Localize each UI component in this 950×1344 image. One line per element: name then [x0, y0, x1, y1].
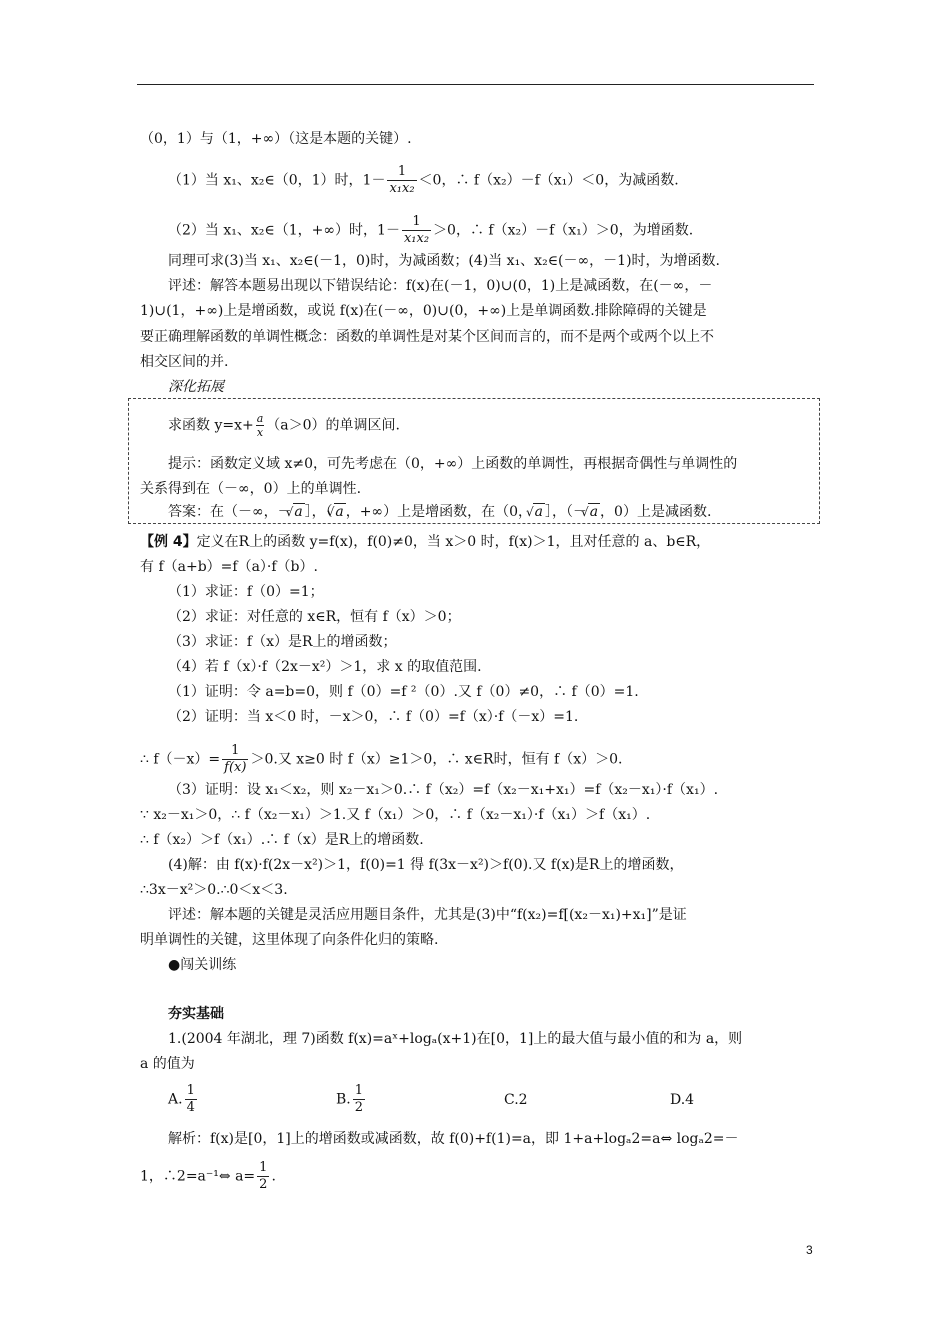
text-line: 要正确理解函数的单调性概念：函数的单调性是对某个区间而言的，而不是两个或两个以上不: [140, 329, 714, 345]
fraction: [353, 1083, 365, 1116]
text-line: 1)∪(1，+∞)上是增函数，或说 f(x)在(－∞，0)∪(0，+∞)上是单调函数.排除障碍的关键是: [140, 303, 707, 319]
solution-1: （1）证明：令 a=b=0，则 f（0）=f ²（0）.又 f（0）≠0，∴ f（0）=1.: [168, 684, 639, 700]
fraction: [256, 412, 265, 439]
box-question-suffix: （a＞0）的单调区间.: [266, 417, 400, 434]
option-d: D.4: [670, 1092, 695, 1108]
sqrt-a: √ a: [293, 503, 305, 520]
example-tag: 【例 4】: [140, 534, 197, 550]
sqrt-a: √ a: [533, 503, 545, 520]
box-question-prefix: 求函数 y=x+: [168, 417, 254, 434]
page-number: 3: [806, 1243, 813, 1257]
option-label: A.: [168, 1091, 183, 1108]
fraction-denominator: x₁x₂: [403, 231, 430, 246]
question-3: （3）求证：f（x）是R上的增函数；: [168, 634, 397, 650]
fraction: [257, 1160, 269, 1193]
solution-4: (4)解：由 f(x)·f(2x－x²)＞1，f(0)=1 得 f(3x－x²)＞f(0).又 f(x)是R上的增函数，: [168, 857, 684, 873]
fraction-denominator: f(x): [224, 760, 247, 775]
case-1-suffix: ＜0，∴ f（x₂）－f（x₁）＜0，为减函数.: [418, 172, 679, 189]
option-c: C.2: [504, 1092, 528, 1108]
case-1-line: [168, 164, 679, 197]
text-line: 评述：解答本题易出现以下错误结论：f(x)在(－1，0)∪(0，1)上是减函数，在(－∞，－: [168, 278, 713, 294]
example-text: 定义在R上的函数 y=f(x)，f(0)≠0，当 x＞0 时，f(x)＞1，且对任意的 a、b∈R，: [196, 534, 711, 550]
fraction: [222, 743, 248, 776]
analysis: 解析：f(x)是[0，1]上的增函数或减函数，故 f(0)+f(1)=a，即 1+a+logₐ2=a⇔ logₐ2=－: [168, 1131, 739, 1147]
option-b: [336, 1083, 367, 1116]
fraction-numerator: 1: [259, 1160, 268, 1175]
answer-part: ，+∞）上是增函数，在（0，: [345, 504, 533, 520]
fraction: [185, 1083, 197, 1116]
text-line: ∴3x－x²＞0.∴0＜x＜3.: [140, 882, 288, 898]
sqrt-a: √ a: [588, 503, 600, 520]
question-2: （2）求证：对任意的 x∈R，恒有 f（x）＞0；: [168, 609, 461, 625]
case-1-prefix: （1）当 x₁、x₂∈（0，1）时，1－: [168, 172, 386, 189]
fraction-denominator: x₁x₂: [389, 181, 415, 196]
text-line: （0，1）与（1，+∞）（这是本题的关键）.: [140, 131, 412, 147]
section-heading: 深化拓展: [168, 379, 224, 395]
fraction-numerator: 1: [222, 743, 248, 760]
box-question: [168, 412, 400, 439]
fraction: [387, 164, 416, 197]
example-4-line: [140, 533, 710, 551]
case-2-suffix: ＞0，∴ f（x₂）－f（x₁）＞0，为增函数.: [433, 222, 694, 239]
solution-prefix: ∴ f（－x）=: [140, 751, 221, 768]
fraction-denominator: x: [256, 426, 264, 439]
answer-part: ，0）上是减函数.: [600, 504, 712, 520]
section-heading: 夯实基础: [168, 1006, 224, 1022]
remark: 评述：解本题的关键是灵活应用题目条件，尤其是(3)中“f(x₂)=f[(x₂－x₁)+x₁]”是证: [168, 907, 687, 923]
fraction-denominator: 2: [259, 1177, 268, 1192]
analysis-suffix: .: [271, 1168, 276, 1185]
text-line: 有 f（a+b）=f（a）·f（b）.: [140, 559, 318, 575]
analysis-cont: [140, 1160, 276, 1193]
fraction-denominator: 4: [186, 1100, 195, 1115]
fraction-numerator: 1: [186, 1083, 195, 1098]
text-line: 同理可求(3)当 x₁、x₂∈(－1，0)时，为减函数；(4)当 x₁、x₂∈(－∞，－1)时，为增函数.: [168, 253, 721, 269]
sqrt-a: √ a: [334, 503, 346, 520]
answer-part: ］，（: [304, 504, 333, 520]
question-1: （1）求证：f（0）=1；: [168, 584, 324, 600]
fraction-numerator: a: [256, 412, 264, 425]
analysis-prefix: 1，∴2=a⁻¹⇔ a=: [140, 1168, 256, 1185]
fraction-numerator: 1: [402, 214, 431, 231]
text-line: 相交区间的并.: [140, 354, 229, 370]
case-2-line: [168, 214, 693, 247]
section-heading: ●闯关训练: [168, 957, 237, 973]
box-hint: 提示：函数定义域 x≠0，可先考虑在（0，+∞）上函数的单调性，再根据奇偶性与单调性的: [168, 456, 738, 472]
text-line: ∵ x₂－x₁＞0，∴ f（x₂－x₁）＞1.又 f（x₁）＞0，∴ f（x₂－x₁）·f（x₁）＞f（x₁）.: [140, 807, 651, 823]
solution-2: （2）证明：当 x＜0 时，－x＞0，∴ f（0）=f（x）·f（－x）=1.: [168, 709, 579, 725]
answer-part: ］，（－: [545, 504, 588, 520]
box-hint-cont: 关系得到在（－∞，0）上的单调性.: [140, 481, 362, 497]
solution-3: （3）证明：设 x₁＜x₂，则 x₂－x₁＞0.∴ f（x₂）=f（x₂－x₁+x₁）=f（x₂－x₁）·f（x₁）.: [168, 782, 719, 798]
text-line: a 的值为: [140, 1056, 195, 1072]
fraction-denominator: 2: [354, 1100, 364, 1115]
text-line: ∴ f（x₂）＞f（x₁）.∴ f（x）是R上的增函数.: [140, 832, 424, 848]
option-label: B.: [336, 1091, 351, 1108]
fraction-numerator: 1: [354, 1083, 364, 1098]
solution-suffix: ＞0.又 x≥0 时 f（x）≥1＞0，∴ x∈R时，恒有 f（x）＞0.: [250, 751, 623, 768]
fraction-numerator: 1: [387, 164, 416, 181]
answer-part: 答案：在（－∞，－: [168, 504, 292, 520]
text-line: 明单调性的关键，这里体现了向条件化归的策略.: [140, 932, 439, 948]
header-rule: [137, 84, 814, 85]
problem-1: 1.(2004 年湖北，理 7)函数 f(x)=aˣ+logₐ(x+1)在[0，1]上的最大值与最小值的和为 a，则: [168, 1031, 743, 1047]
question-4: （4）若 f（x）·f（2x－x²）＞1，求 x 的取值范围.: [168, 659, 482, 675]
option-a: [168, 1083, 199, 1116]
case-2-prefix: （2）当 x₁、x₂∈（1，+∞）时，1－: [168, 222, 400, 239]
fraction: [402, 214, 431, 247]
solution-2-cont: [140, 743, 622, 776]
box-answer: [168, 503, 711, 521]
